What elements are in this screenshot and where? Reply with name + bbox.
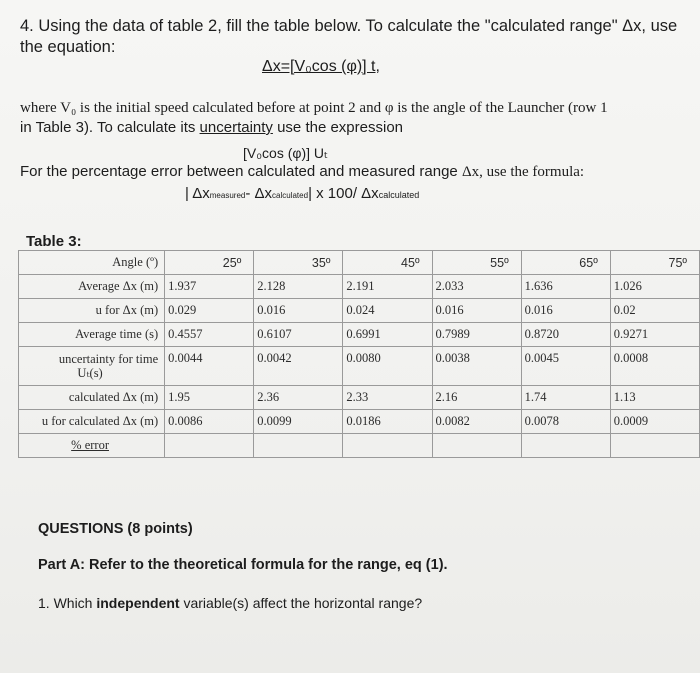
table-cell[interactable] [165, 434, 254, 458]
table-cell: 0.0082 [432, 410, 521, 434]
row-label: Average Δx (m) [19, 275, 165, 299]
table-cell: 0.0044 [165, 347, 254, 386]
uncertainty-expression: [V₀cos (φ)] Uₜ [243, 145, 329, 161]
questions-heading: QUESTIONS (8 points) [38, 521, 193, 537]
part-a-heading: Part A: Refer to the theoretical formula for the range, eq (1). [38, 557, 448, 573]
table-cell: 0.8720 [521, 323, 610, 347]
table-cell: 0.0186 [343, 410, 432, 434]
question-text [20, 16, 677, 58]
table-cell[interactable] [254, 434, 343, 458]
table-cell: 0.0042 [254, 347, 343, 386]
table-cell[interactable] [432, 434, 521, 458]
table-cell: 0.4557 [165, 323, 254, 347]
table-cell[interactable] [521, 434, 610, 458]
table-header-cell: 25º [165, 251, 254, 275]
row-label: calculated Δx (m) [19, 386, 165, 410]
table-header-row [19, 251, 700, 275]
data-table [18, 250, 700, 458]
table-cell[interactable] [343, 434, 432, 458]
table-row [19, 275, 700, 299]
table-header-cell: 45º [343, 251, 432, 275]
table-cell: 0.9271 [610, 323, 699, 347]
angle-label: Angle (º) [19, 251, 165, 275]
table-cell: 0.0038 [432, 347, 521, 386]
table-cell: 0.6991 [343, 323, 432, 347]
row-label: u for calculated Δx (m) [19, 410, 165, 434]
table-cell: 1.937 [165, 275, 254, 299]
question-1: 1. Which independent variable(s) affect the horizontal range? [38, 595, 423, 611]
table-cell: 0.6107 [254, 323, 343, 347]
table-cell: 0.016 [254, 299, 343, 323]
question-line-2: the equation: [20, 38, 116, 56]
table-cell: 0.029 [165, 299, 254, 323]
explanation-line-2: in Table 3). To calculate its uncertainty use the expression [20, 119, 403, 136]
table-cell: 2.033 [432, 275, 521, 299]
table-cell: 2.191 [343, 275, 432, 299]
table-cell: 1.026 [610, 275, 699, 299]
table-cell[interactable] [610, 434, 699, 458]
row-label: % error [19, 434, 165, 458]
table-cell: 1.95 [165, 386, 254, 410]
table-cell: 0.0045 [521, 347, 610, 386]
row-label: u for Δx (m) [19, 299, 165, 323]
table-header-cell: 75º [610, 251, 699, 275]
table-cell: 0.024 [343, 299, 432, 323]
table-cell: 0.0008 [610, 347, 699, 386]
percent-error-instruction: For the percentage error between calculated and measured range Δx, use the formula: [20, 163, 585, 180]
table-row [19, 434, 700, 458]
table-cell: 0.0080 [343, 347, 432, 386]
table-cell: 1.74 [521, 386, 610, 410]
table-row [19, 410, 700, 434]
table-cell: 0.0078 [521, 410, 610, 434]
row-label: Average time (s) [19, 323, 165, 347]
table-row [19, 386, 700, 410]
table-cell: 2.128 [254, 275, 343, 299]
table-cell: 0.0009 [610, 410, 699, 434]
table-cell: 0.7989 [432, 323, 521, 347]
table-cell: 1.636 [521, 275, 610, 299]
table-cell: 0.02 [610, 299, 699, 323]
uncertainty-word: uncertainty [199, 119, 273, 136]
table-row [19, 347, 700, 386]
table-cell: 0.0099 [254, 410, 343, 434]
row-label: uncertainty for time Uₜ(s) [19, 347, 165, 386]
table-cell: 0.016 [521, 299, 610, 323]
table-row [19, 299, 700, 323]
table-cell: 2.16 [432, 386, 521, 410]
question-line-1: 4. Using the data of table 2, fill the table below. To calculate the "calculated range" Δx, use [20, 17, 678, 35]
table-cell: 2.36 [254, 386, 343, 410]
table-cell: 2.33 [343, 386, 432, 410]
explanation-line-1: where V₀ is the initial speed calculated before at point 2 and φ is the angle of the Launcher (row 1 [20, 100, 608, 116]
table-cell: 0.016 [432, 299, 521, 323]
table-cell: 0.0086 [165, 410, 254, 434]
table-header-cell: 55º [432, 251, 521, 275]
table-row [19, 323, 700, 347]
percent-error-formula: | Δxmeasured- Δxcalculated| x 100/ Δxcalculated [185, 185, 420, 202]
table-header-cell: 65º [521, 251, 610, 275]
table-title: Table 3: [26, 233, 82, 250]
table-header-cell: 35º [254, 251, 343, 275]
table-cell: 1.13 [610, 386, 699, 410]
explanation-paragraph [20, 99, 608, 138]
range-equation: Δx=[V₀cos (φ)] t, [262, 58, 380, 75]
